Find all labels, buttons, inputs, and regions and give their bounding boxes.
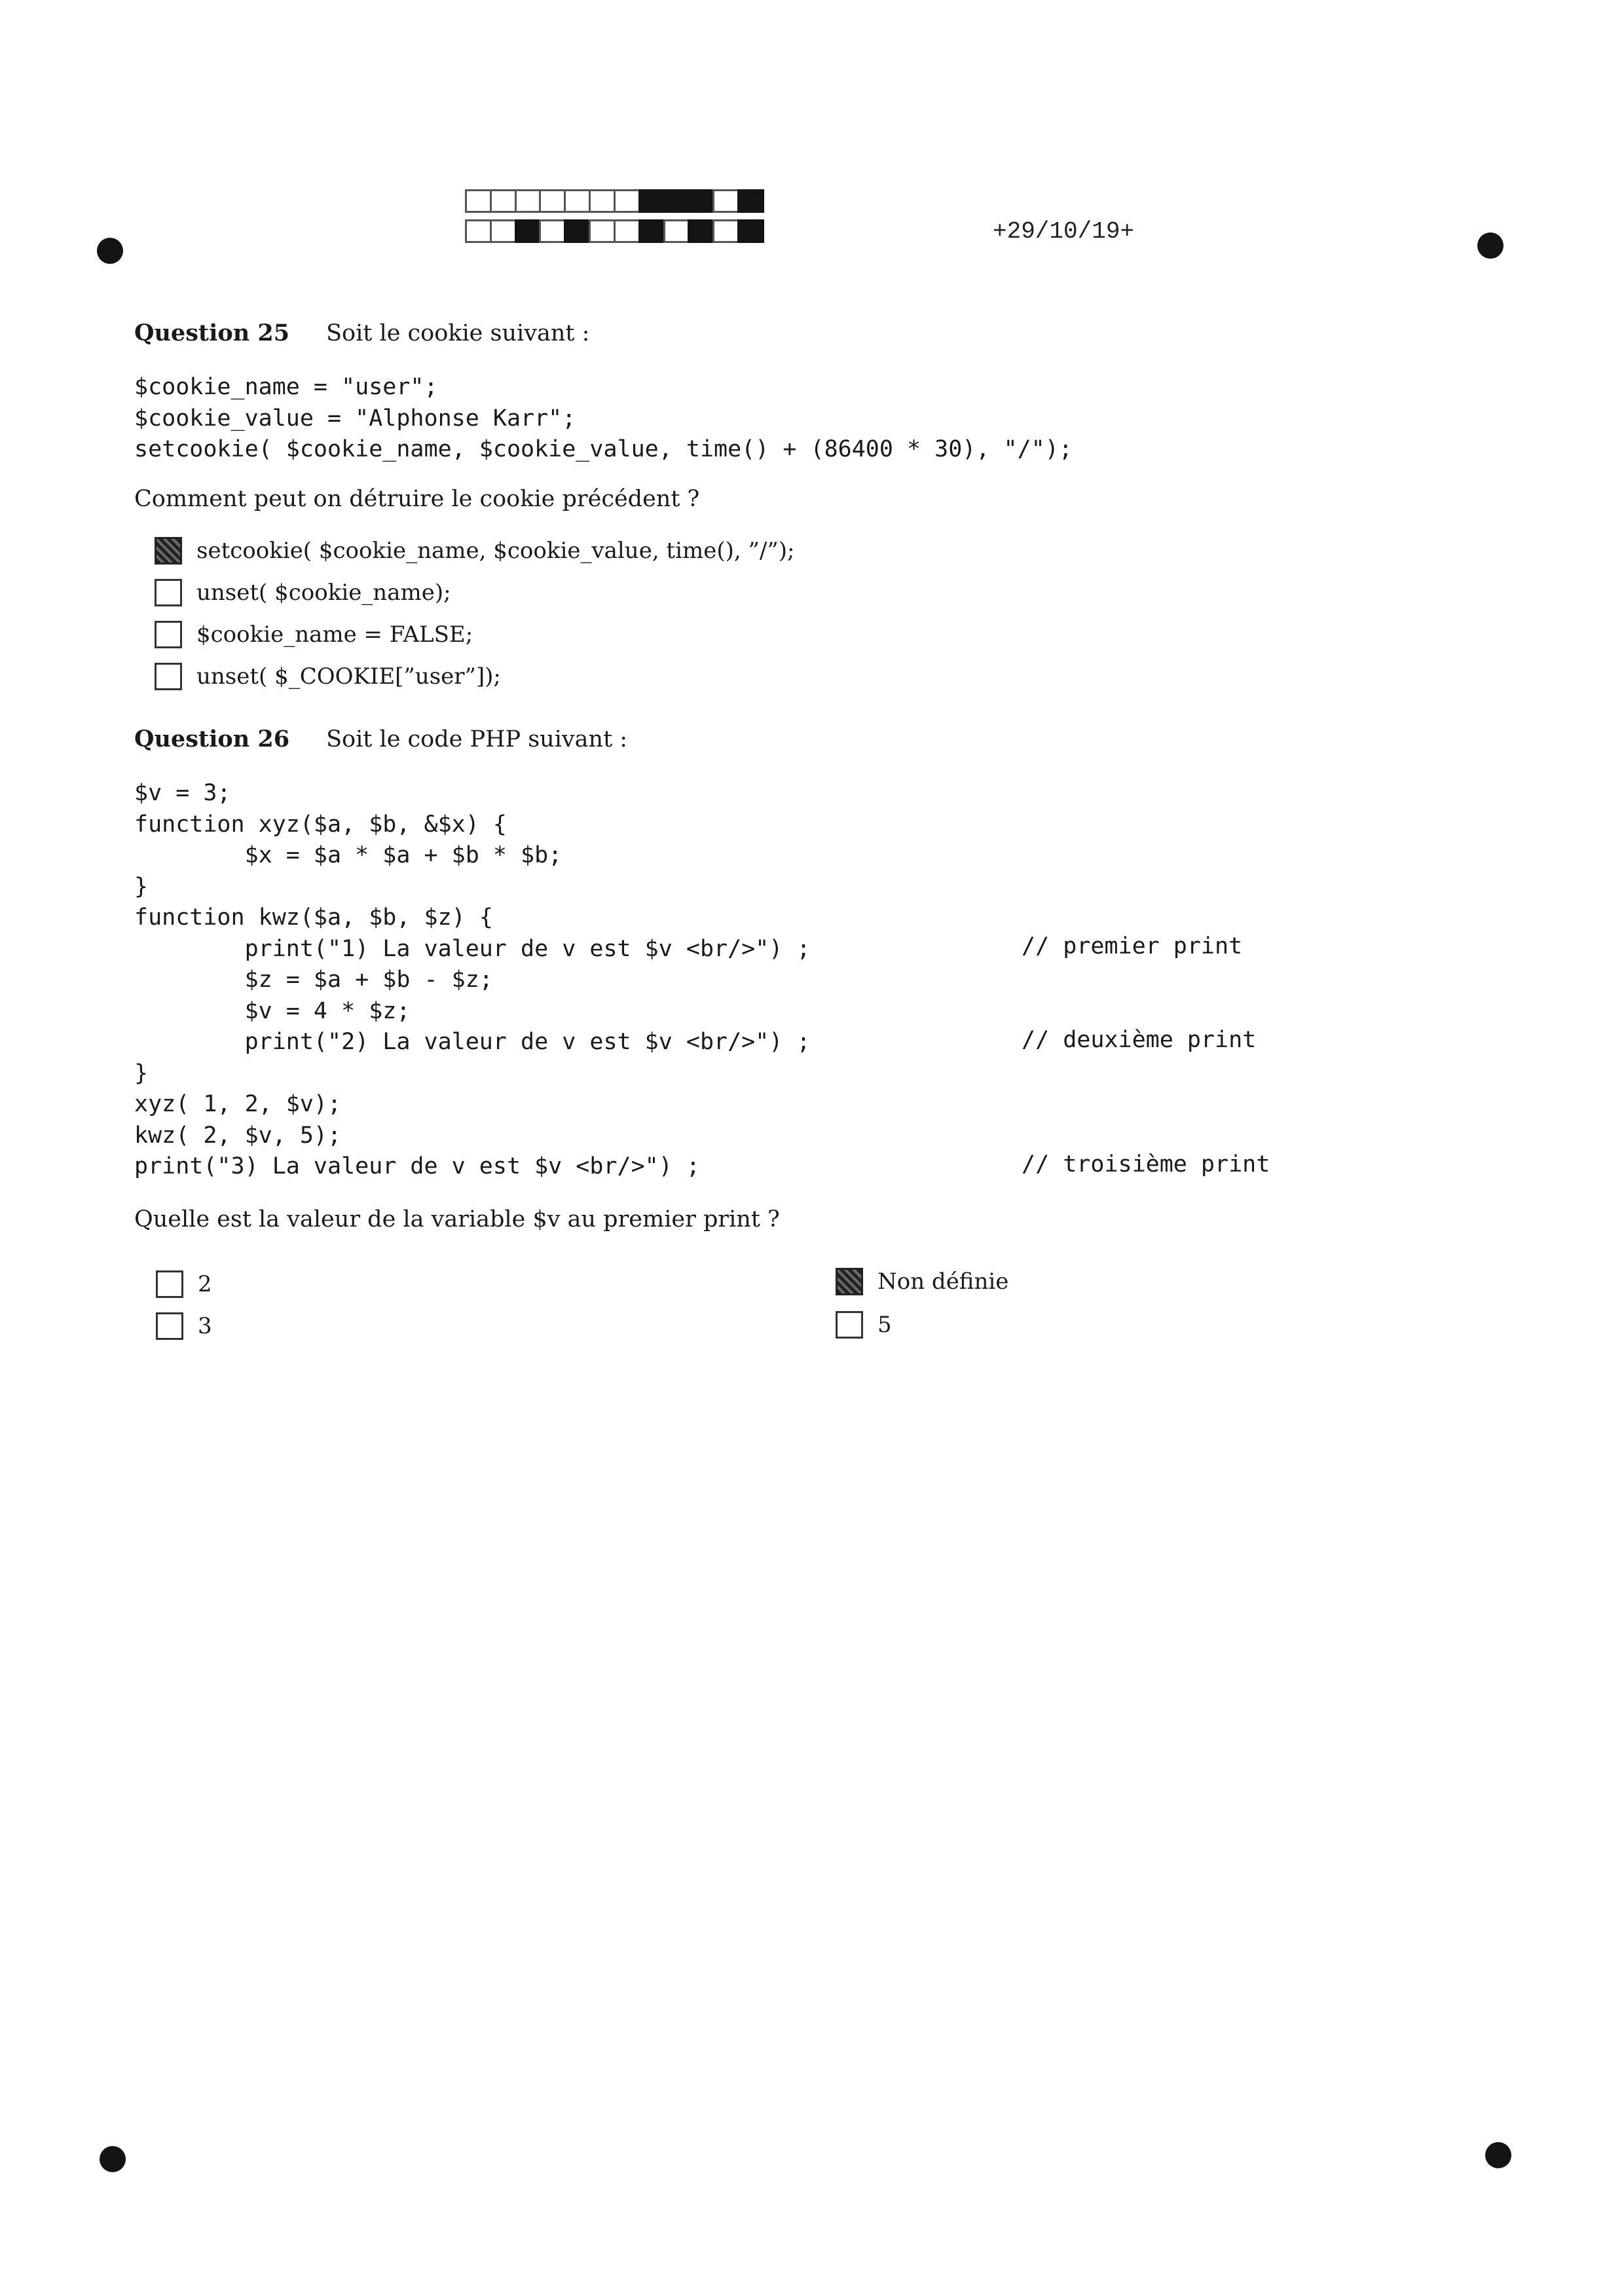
id-code-cell-filled bbox=[688, 189, 714, 213]
choice-label: 2 bbox=[198, 1271, 212, 1297]
code-line: print("2) La valeur de v est $v <br/>") ; bbox=[134, 1029, 811, 1055]
question-number: Question 25 bbox=[134, 320, 290, 346]
code-comment-third-print: // troisième print bbox=[1022, 1151, 1270, 1177]
question-25-heading bbox=[134, 320, 589, 346]
id-code-cell-filled bbox=[638, 189, 665, 213]
checkbox[interactable] bbox=[155, 621, 182, 648]
id-code-cell bbox=[589, 189, 616, 213]
code-line: } bbox=[134, 1060, 149, 1086]
id-code-cell-filled bbox=[688, 219, 714, 243]
q25-choice-2[interactable] bbox=[155, 579, 451, 606]
code-line: print("3) La valeur de v est $v <br/>") ; bbox=[134, 1153, 700, 1179]
id-code-cell-filled bbox=[515, 219, 542, 243]
q26-choice-non-definie[interactable] bbox=[836, 1268, 1008, 1295]
q26-choice-5[interactable] bbox=[836, 1311, 892, 1339]
checkbox[interactable] bbox=[836, 1311, 863, 1339]
code-comment-first-print: // premier print bbox=[1022, 933, 1243, 959]
code-line: $z = $a + $b - $z; bbox=[134, 967, 493, 993]
code-line: } bbox=[134, 873, 149, 900]
id-code-cell bbox=[490, 189, 517, 213]
q25-choice-3[interactable] bbox=[155, 621, 473, 648]
q25-choice-1[interactable] bbox=[155, 537, 794, 565]
id-code-row-1 bbox=[465, 189, 762, 213]
id-code-cell-filled bbox=[663, 189, 690, 213]
id-code-row-2 bbox=[465, 219, 762, 243]
question-25-code bbox=[134, 372, 1073, 466]
q26-choice-3[interactable] bbox=[156, 1312, 212, 1340]
registration-marker-bottom-right bbox=[1485, 2142, 1511, 2168]
checkbox[interactable] bbox=[155, 579, 182, 606]
question-26-prompt: Quelle est la valeur de la variable $v au premier print ? bbox=[134, 1206, 780, 1232]
id-code-cell-filled bbox=[638, 219, 665, 243]
code-comment-second-print: // deuxième print bbox=[1022, 1027, 1257, 1053]
registration-marker-bottom-left bbox=[100, 2146, 126, 2172]
code-line: $cookie_name = "user"; bbox=[134, 374, 438, 400]
id-code-cell bbox=[564, 189, 591, 213]
checked-checkbox[interactable] bbox=[836, 1268, 863, 1295]
choice-label: unset( $_COOKIE[”user”]); bbox=[196, 663, 501, 690]
code-line: function kwz($a, $b, $z) { bbox=[134, 904, 493, 931]
id-code-cell-filled bbox=[564, 219, 591, 243]
id-code-cell bbox=[712, 219, 739, 243]
checkbox[interactable] bbox=[155, 663, 182, 690]
registration-marker-top-right bbox=[1477, 232, 1504, 259]
id-code-cell bbox=[490, 219, 517, 243]
id-code-cell bbox=[539, 219, 566, 243]
choice-label: unset( $cookie_name); bbox=[196, 580, 451, 606]
question-intro: Soit le code PHP suivant : bbox=[326, 726, 628, 752]
q25-choice-4[interactable] bbox=[155, 663, 501, 690]
question-number: Question 26 bbox=[134, 726, 290, 752]
choice-label: 3 bbox=[198, 1313, 212, 1339]
id-code-cell bbox=[465, 189, 492, 213]
code-line: setcookie( $cookie_name, $cookie_value, time() + (86400 * 30), "/"); bbox=[134, 436, 1073, 462]
id-code-cell bbox=[515, 189, 542, 213]
checkbox[interactable] bbox=[156, 1312, 183, 1340]
question-intro: Soit le cookie suivant : bbox=[326, 320, 590, 346]
code-line: print("1) La valeur de v est $v <br/>") ; bbox=[134, 935, 811, 962]
code-line: xyz( 1, 2, $v); bbox=[134, 1091, 342, 1117]
code-line: $v = 4 * $z; bbox=[134, 997, 411, 1024]
id-code-cell bbox=[465, 219, 492, 243]
checkbox[interactable] bbox=[156, 1270, 183, 1298]
choice-label: setcookie( $cookie_name, $cookie_value, time(), ”/”); bbox=[196, 538, 795, 564]
id-code-cell bbox=[712, 189, 739, 213]
choice-label: 5 bbox=[877, 1312, 892, 1338]
id-code-cell bbox=[589, 219, 616, 243]
question-25-prompt: Comment peut on détruire le cookie précédent ? bbox=[134, 486, 700, 512]
page-date: +29/10/19+ bbox=[993, 218, 1135, 245]
choice-label: Non définie bbox=[877, 1268, 1009, 1295]
id-code-cell-filled bbox=[737, 219, 764, 243]
code-line: $v = 3; bbox=[134, 780, 231, 806]
code-line: kwz( 2, $v, 5); bbox=[134, 1122, 342, 1149]
question-26-code bbox=[134, 778, 811, 1183]
registration-marker-top-left bbox=[97, 238, 123, 264]
question-26-heading bbox=[134, 726, 627, 752]
id-code-cell bbox=[614, 189, 640, 213]
id-code-cell bbox=[539, 189, 566, 213]
q26-choice-2[interactable] bbox=[156, 1270, 212, 1298]
id-code-cell-filled bbox=[737, 189, 764, 213]
choice-label: $cookie_name = FALSE; bbox=[196, 621, 473, 648]
checked-checkbox[interactable] bbox=[155, 537, 182, 565]
code-line: $x = $a * $a + $b * $b; bbox=[134, 842, 563, 868]
code-line: function xyz($a, $b, &$x) { bbox=[134, 811, 507, 838]
id-code-cell bbox=[663, 219, 690, 243]
code-line: $cookie_value = "Alphonse Karr"; bbox=[134, 405, 576, 432]
id-code-cell bbox=[614, 219, 640, 243]
